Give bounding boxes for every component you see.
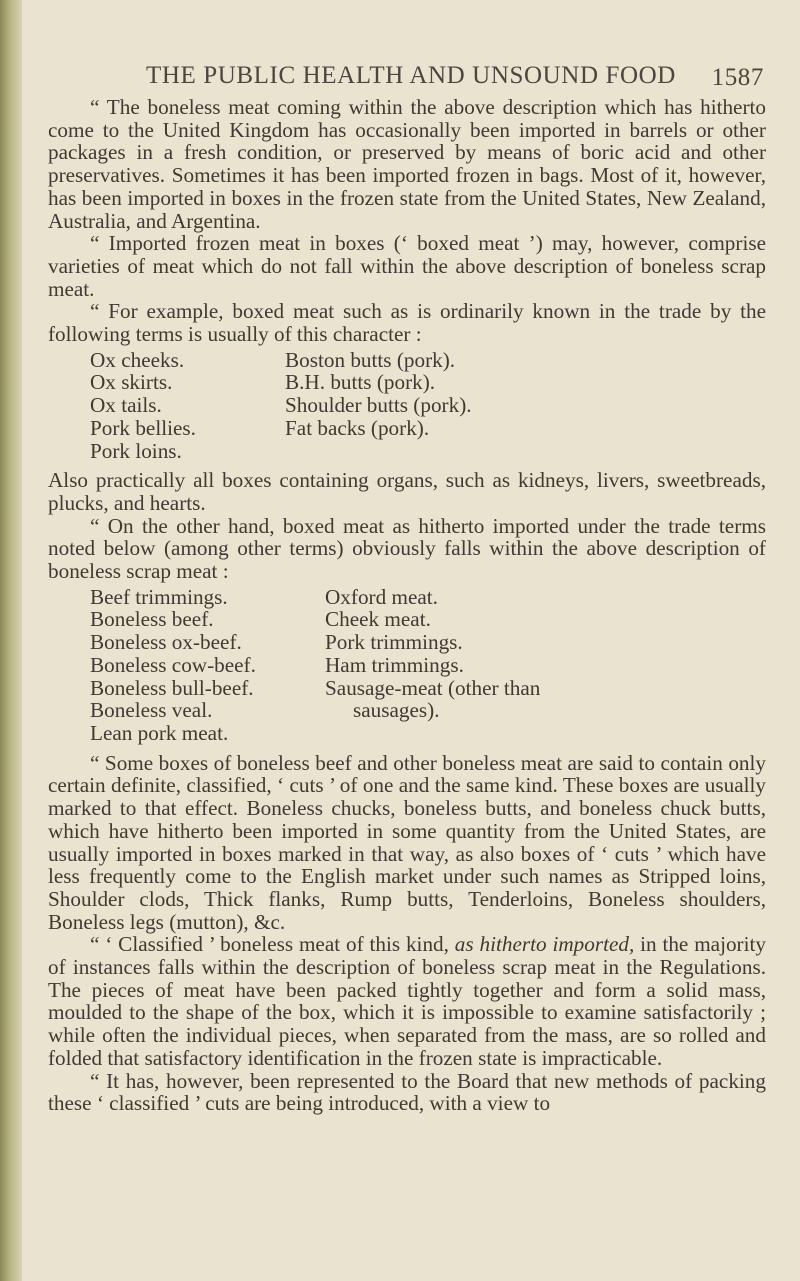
trade-terms-list-2	[90, 586, 766, 745]
paragraph-text: in the majority of instances falls within the description of boneless scrap meat in the Regulations. The pieces of meat have been packed tightly together and form a solid mass, moulded to the shape of the box, which it is impossible to examine satisfactorily ; while often the individual pieces, when separated from the mass, are so rolled and folded that satisfactory identification in the frozen state is impracticable.	[48, 932, 766, 1070]
paragraph	[48, 933, 766, 1069]
list-item	[325, 722, 766, 745]
list-item	[285, 440, 766, 463]
list-item: B.H. butts (pork).	[285, 370, 436, 395]
list-item: Lean pork meat.	[90, 720, 229, 745]
list-item: Oxford meat.	[325, 584, 438, 609]
list-item: Beef trimmings.	[90, 584, 228, 609]
list-item: Pork bellies.	[90, 415, 196, 440]
italic-phrase: as hitherto imported,	[454, 932, 635, 957]
paragraph: “ On the other hand, boxed meat as hitherto imported under the trade terms noted below (among other terms) obviously falls within the above description of boneless scrap meat :	[48, 513, 766, 584]
book-spine-edge	[0, 0, 22, 1281]
list-item: Ham trimmings.	[325, 652, 464, 677]
paragraph-text: “ ‘ Classified ’ boneless meat of this kind,	[90, 932, 455, 957]
list-item: sausages).	[353, 698, 440, 723]
list-item: Ox tails.	[90, 393, 162, 418]
list-item: Sausage-meat (other than	[325, 675, 541, 700]
list-item: Boneless ox-beef.	[90, 630, 242, 655]
running-head	[48, 62, 766, 96]
paragraph: “ Some boxes of boneless beef and other boneless meat are said to contain only certain definite, classified, ‘ cuts ’ of one and the same kind. These boxes are usually marked to that effect. Boneless chucks, boneless butts, and boneless chuck butts, which have hitherto been imported in some quantity from the United States, are usually imported in boxes marked in that way, as also boxes of ‘ cuts ’ which have less frequently come to the English market under such names as Stripped loins, Shoulder clods, Thick flanks, Rump butts, Tenderloins, Boneless shoulders, Boneless legs (mutton), &c.	[48, 750, 766, 934]
list-item: Boneless veal.	[90, 698, 213, 723]
list-item: Boneless bull-beef.	[90, 675, 254, 700]
list-item: Pork trimmings.	[325, 630, 463, 655]
book-page	[48, 62, 766, 1115]
list-item: Ox skirts.	[90, 370, 173, 395]
list-item: Pork loins.	[90, 438, 182, 463]
paragraph: “ For example, boxed meat such as is ordinarily known in the trade by the following terms is usually of this character :	[48, 299, 766, 347]
list-item: Boneless cow-beef.	[90, 652, 256, 677]
list-item: Fat backs (pork).	[285, 415, 430, 440]
page-number: 1587	[711, 64, 764, 91]
paragraph: Also practically all boxes containing organs, such as kidneys, livers, sweetbreads, plucks, and hearts.	[48, 468, 766, 515]
list-item: Boston butts (pork).	[285, 347, 456, 372]
list-item: Boneless beef.	[90, 607, 214, 632]
list-item: Ox cheeks.	[90, 347, 185, 372]
trade-terms-list-1	[90, 349, 766, 463]
list-item: Shoulder butts (pork).	[285, 393, 472, 418]
running-head-title: THE PUBLIC HEALTH AND UNSOUND FOOD	[146, 62, 676, 89]
paragraph: “ The boneless meat coming within the above description which has hitherto come to the United Kingdom has occasionally been imported in barrels or other packages in a fresh condition, or preserved by means of boric acid and other preservatives. Sometimes it has been imported frozen in bags. Most of it, however, has been imported in boxes in the frozen state from the United States, New Zealand, Australia, and Argentina.	[48, 95, 766, 233]
list-item: Cheek meat.	[325, 607, 431, 632]
paragraph: “ Imported frozen meat in boxes (‘ boxed meat ’) may, however, comprise varieties of meat which do not fall within the above description of boneless scrap meat.	[48, 231, 766, 301]
paragraph: “ It has, however, been represented to the Board that new methods of packing these ‘ classified ’ cuts are being introduced, with a view to	[48, 1068, 766, 1116]
